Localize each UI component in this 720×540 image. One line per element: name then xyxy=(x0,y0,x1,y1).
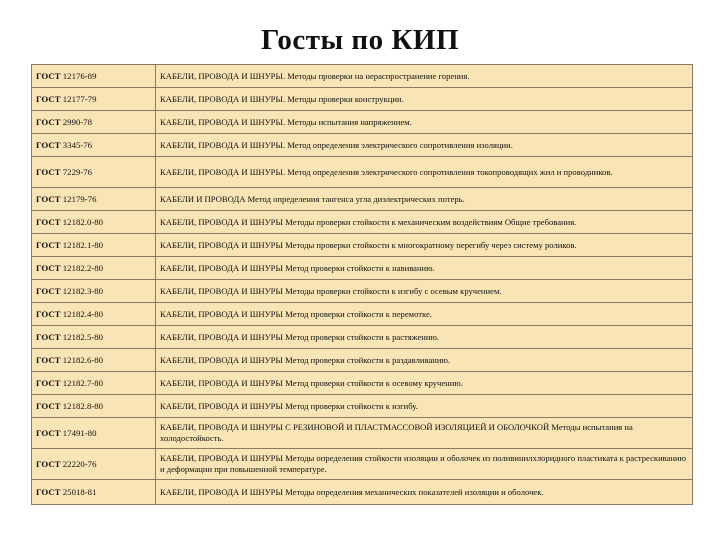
gost-code-cell xyxy=(32,65,156,88)
gost-code-cell xyxy=(32,234,156,257)
gost-description: КАБЕЛИ, ПРОВОДА И ШНУРЫ Метод проверки стойкости к перемотке. xyxy=(156,303,693,326)
gost-number: 3345-76 xyxy=(62,139,93,150)
gost-prefix: ГОСТ xyxy=(36,239,61,250)
gost-code-cell xyxy=(32,303,156,326)
gost-description: КАБЕЛИ, ПРОВОДА И ШНУРЫ Методы проверки стойкости к механическим воздействиям Общие требования. xyxy=(156,211,693,234)
gost-prefix: ГОСТ xyxy=(36,400,61,411)
gost-number: 12182.2-80 xyxy=(62,262,104,273)
gost-code-cell xyxy=(32,157,156,188)
gost-prefix: ГОСТ xyxy=(36,216,61,227)
table-row xyxy=(32,257,693,280)
gost-number: 12182.0-80 xyxy=(62,216,104,227)
gost-code-cell xyxy=(32,418,156,449)
gost-number: 12179-76 xyxy=(62,193,97,204)
gost-prefix: ГОСТ xyxy=(36,458,61,469)
table-row xyxy=(32,211,693,234)
gost-code-cell xyxy=(32,211,156,234)
gost-prefix: ГОСТ xyxy=(36,166,61,177)
gost-code-cell xyxy=(32,349,156,372)
gost-table-body xyxy=(32,65,693,505)
gost-prefix: ГОСТ xyxy=(36,486,61,497)
gost-code-cell xyxy=(32,257,156,280)
gost-description: КАБЕЛИ, ПРОВОДА И ШНУРЫ. Метод определения электрического сопротивления изоляции. xyxy=(156,134,693,157)
table-row xyxy=(32,372,693,395)
gost-description: КАБЕЛИ, ПРОВОДА И ШНУРЫ Метод проверки стойкости к осевому кручению. xyxy=(156,372,693,395)
gost-prefix: ГОСТ xyxy=(36,139,61,150)
gost-code-cell xyxy=(32,134,156,157)
gost-number: 22220-76 xyxy=(62,458,97,469)
gost-number: 12182.6-80 xyxy=(62,354,104,365)
table-row xyxy=(32,326,693,349)
gost-code-cell xyxy=(32,480,156,505)
table-row xyxy=(32,303,693,326)
gost-prefix: ГОСТ xyxy=(36,308,61,319)
table-row xyxy=(32,134,693,157)
table-row xyxy=(32,349,693,372)
page-title: Госты по КИП xyxy=(260,24,459,56)
table-row xyxy=(32,395,693,418)
table-row xyxy=(32,188,693,211)
gost-number: 12176-89 xyxy=(62,70,97,81)
gost-code-cell xyxy=(32,88,156,111)
gost-description: КАБЕЛИ, ПРОВОДА И ШНУРЫ. Методы проверки конструкции. xyxy=(156,88,693,111)
gost-description: КАБЕЛИ И ПРОВОДА Метод определения тангенса угла диэлектрических потерь. xyxy=(156,188,693,211)
gost-description: КАБЕЛИ, ПРОВОДА И ШНУРЫ Метод проверки стойкости к раздавливанию. xyxy=(156,349,693,372)
gost-number: 12182.4-80 xyxy=(62,308,104,319)
gost-description: КАБЕЛИ, ПРОВОДА И ШНУРЫ Методы проверки стойкости к многократному перегибу через систему роликов. xyxy=(156,234,693,257)
gost-code-cell xyxy=(32,188,156,211)
gost-number: 12182.5-80 xyxy=(62,331,104,342)
gost-prefix: ГОСТ xyxy=(36,331,61,342)
table-row xyxy=(32,157,693,188)
table-row xyxy=(32,449,693,480)
gost-number: 12177-79 xyxy=(62,93,97,104)
table-row xyxy=(32,88,693,111)
table-row xyxy=(32,234,693,257)
gost-description: КАБЕЛИ, ПРОВОДА И ШНУРЫ С РЕЗИНОВОЙ И ПЛАСТМАССОВОЙ ИЗОЛЯЦИЕЙ И ОБОЛОЧКОЙ Методы испытания на холодостойкость. xyxy=(156,418,693,449)
gost-number: 7229-76 xyxy=(62,166,93,177)
gost-number: 12182.1-80 xyxy=(62,239,104,250)
gost-number: 2990-78 xyxy=(62,116,93,127)
table-row xyxy=(32,280,693,303)
gost-prefix: ГОСТ xyxy=(36,354,61,365)
gost-number: 17491-80 xyxy=(62,427,97,438)
gost-prefix: ГОСТ xyxy=(36,285,61,296)
gost-prefix: ГОСТ xyxy=(36,116,61,127)
gost-description: КАБЕЛИ, ПРОВОДА И ШНУРЫ Методы определения стойкости изоляции и оболочек из поливинилхлоридного пластиката к растрескиванию и деформации при повышенной температуре. xyxy=(156,449,693,480)
gost-code-cell xyxy=(32,326,156,349)
gost-prefix: ГОСТ xyxy=(36,193,61,204)
gost-code-cell xyxy=(32,372,156,395)
gost-number: 12182.8-80 xyxy=(62,400,104,411)
gost-description: КАБЕЛИ, ПРОВОДА И ШНУРЫ. Методы проверки на нераспространение горения. xyxy=(156,65,693,88)
gost-description: КАБЕЛИ, ПРОВОДА И ШНУРЫ Методы проверки стойкости к изгибу с осевым кручением. xyxy=(156,280,693,303)
gost-prefix: ГОСТ xyxy=(36,377,61,388)
table-row xyxy=(32,111,693,134)
gost-description: КАБЕЛИ, ПРОВОДА И ШНУРЫ. Метод определения электрического сопротивления токопроводящих жил и проводников. xyxy=(156,157,693,188)
gost-description: КАБЕЛИ, ПРОВОДА И ШНУРЫ. Методы испытания напряжением. xyxy=(156,111,693,134)
gost-code-cell xyxy=(32,280,156,303)
gost-table xyxy=(31,64,693,505)
gost-prefix: ГОСТ xyxy=(36,427,61,438)
gost-code-cell xyxy=(32,395,156,418)
gost-description: КАБЕЛИ, ПРОВОДА И ШНУРЫ Метод проверки стойкости к изгибу. xyxy=(156,395,693,418)
gost-prefix: ГОСТ xyxy=(36,93,61,104)
gost-code-cell xyxy=(32,111,156,134)
gost-code-cell xyxy=(32,449,156,480)
gost-description: КАБЕЛИ, ПРОВОДА И ШНУРЫ Методы определения механических показателей изоляции и оболочек. xyxy=(156,480,693,505)
gost-prefix: ГОСТ xyxy=(36,70,61,81)
gost-number: 12182.3-80 xyxy=(62,285,104,296)
table-row xyxy=(32,480,693,505)
gost-number: 25018-81 xyxy=(62,486,97,497)
gost-description: КАБЕЛИ, ПРОВОДА И ШНУРЫ Метод проверки стойкости к растяжению. xyxy=(156,326,693,349)
table-row xyxy=(32,418,693,449)
gost-prefix: ГОСТ xyxy=(36,262,61,273)
gost-number: 12182.7-80 xyxy=(62,377,104,388)
table-row xyxy=(32,65,693,88)
gost-description: КАБЕЛИ, ПРОВОДА И ШНУРЫ Метод проверки стойкости к навиванию. xyxy=(156,257,693,280)
